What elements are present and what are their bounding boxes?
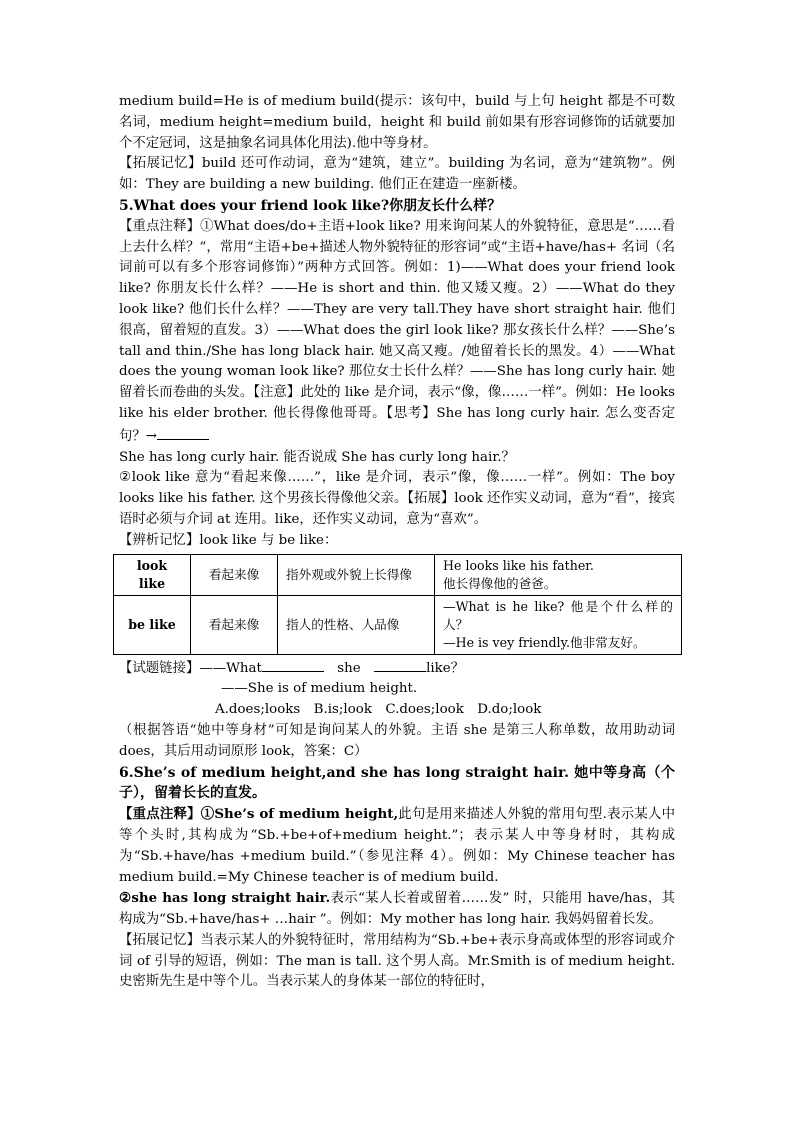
paragraph-comparison-intro: 【辨析记忆】look like 与 be like： bbox=[119, 532, 338, 548]
quiz-explanation: （根据答语“她中等身材”可知是询问某人的外貌。主语 she 是第三人称单数，故用助动词 does，其后用动词原形 look，答案：C） bbox=[119, 722, 675, 759]
quiz-blank-1 bbox=[262, 657, 324, 672]
example-line: 他长得像他的爸爸。 bbox=[443, 575, 557, 591]
document-body bbox=[119, 92, 675, 993]
quiz-prefix: 【试题链接】——What bbox=[119, 660, 262, 676]
answer-blank bbox=[157, 425, 209, 440]
table-cell-meaning: 看起来像 bbox=[191, 554, 278, 595]
table-cell-term: be like bbox=[114, 595, 191, 654]
table-cell-example bbox=[435, 554, 682, 595]
table-cell-example bbox=[435, 595, 682, 654]
example-line: —What is he like? 他是个什么样的人？ bbox=[443, 598, 673, 632]
section-6-heading: 6.She’s of medium height,and she has long straight hair. 她中等身高（个子），留着长长的直发。 bbox=[119, 764, 675, 802]
look-like-notes-text: 【重点注释】①What does/do+主语+look like? 用来询问某人的外貌特征，意思是“……看上去什么样？”，常用“主语+be+描述人物外貌特征的形容词”或“主语+have/has+ 名词（名词前可以有多个形容词修饰）”两种方式回答。例如：1)——What does your friend look like? 你朋友长什么样？——He is short and thin. 他又矮又瘦。2）——What do they look like? 他们长什么样？——They are very tall.They have short straight hair. 他们很高，留着短的直发。3）——What does the girl look like? 那女孩长什么样？——She’s tall and thin./She has long black hair. 她又高又瘦。/她留着长长的黑发。4）——What does the young woman look like? 那位女士长什么样？——She has long curly hair. 她留着长而卷曲的头发。【注意】此处的 like 是介词，表示“像，像……一样”。例如：He looks like his elder brother. 他长得像他哥哥。【思考】She has long curly hair. 怎么变否定句？→ bbox=[119, 218, 675, 444]
example-line: —He is vey friendly.他非常友好。 bbox=[443, 634, 646, 650]
note-text: 表示“某人长着或留着……发” 时，只能用 have/has，其构成为“Sb.+have/has+ …hair ”。例如：My mother has long hair. 我妈妈留着长发。 bbox=[119, 891, 675, 928]
table-cell-usage: 指人的性格、人品像 bbox=[278, 595, 435, 654]
paragraph-look-like-notes bbox=[119, 217, 675, 448]
quiz-blank-2 bbox=[374, 657, 426, 672]
comparison-table bbox=[113, 554, 682, 655]
quiz-suffix: like？ bbox=[426, 660, 465, 676]
quiz-options: A.does;looks B.is;look C.does;look D.do;look bbox=[215, 702, 542, 718]
paragraph-look-like-meaning: ②look like 意为“看起来像……”，like 是介词，表示“像，像……一样”。例如：The boy looks like his father. 这个男孩长得像他父亲。【拓展】look 还作实义动词，意为“看”，接宾语时必须与介词 at 连用。like，还作实义动词，意为“喜欢”。 bbox=[119, 470, 675, 527]
quiz-question bbox=[119, 657, 675, 680]
paragraph-curly-hair-question: She has long curly hair. 能否说成 She has curly long hair.？ bbox=[119, 449, 515, 465]
section-5-heading: 5.What does your friend look like?你朋友长什么样？ bbox=[119, 197, 502, 214]
quiz-subject: she bbox=[337, 660, 361, 676]
paragraph-build-expansion: 【拓展记忆】build 还可作动词，意为“建筑，建立”。building 为名词，意为“建筑物”。例如：They are building a new building. 他们正在建造一座新楼。 bbox=[119, 156, 675, 193]
paragraph-height-note bbox=[119, 804, 675, 888]
quiz-answer-line: ——She is of medium height. bbox=[221, 681, 418, 697]
note-bold: 【重点注释】①She’s of medium height, bbox=[119, 806, 399, 823]
example-line: He looks like his father. bbox=[443, 557, 594, 573]
table-row bbox=[114, 554, 682, 595]
table-row bbox=[114, 595, 682, 654]
paragraph-medium-build: medium build=He is of medium build(提示：该句中，build 与上句 height 都是不可数名词，medium height=medium build，height 和 build 前如果有形容词修饰的话就要加个不定冠词，这是抽象名词具体化用法).他中等身材。 bbox=[119, 94, 675, 151]
table-cell-usage: 指外观或外貌上长得像 bbox=[278, 554, 435, 595]
paragraph-appearance-expansion: 【拓展记忆】当表示某人的外貌特征时，常用结构为“Sb.+be+表示身高或体型的形容词或介词 of 引导的短语，例如：The man is tall. 这个男人高。Mr.Smith is of medium height. 史密斯先生是中等个儿。当表示某人的身体某一部位的特征时， bbox=[119, 932, 675, 990]
note-bold: ②she has long straight hair. bbox=[119, 890, 331, 907]
table-cell-term: look like bbox=[114, 554, 191, 595]
table-cell-meaning: 看起来像 bbox=[191, 595, 278, 654]
paragraph-hair-note bbox=[119, 888, 675, 931]
note-text: 此句是用来描述人外貌的常用句型.表示某人中等个头时,其构成为“Sb.+be+of+medium height.”；表示某人中等身材时，其构成为“Sb.+have/has +medium build.”（参见注释 4）。例如：My Chinese teacher has medium build.=My Chinese teacher is of medium build. bbox=[119, 807, 675, 885]
